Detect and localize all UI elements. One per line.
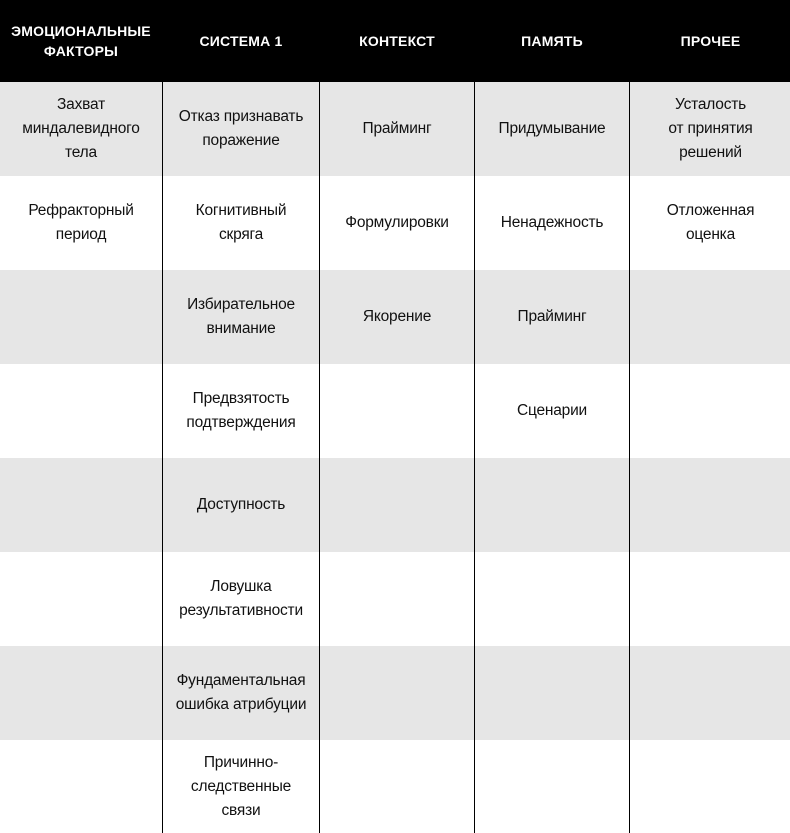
header-emotional-factors: ЭМОЦИОНАЛЬНЫЕ ФАКТОРЫ bbox=[0, 0, 162, 82]
table-cell: Причинно- следственные связи bbox=[163, 740, 319, 833]
table-cell: Избирательное внимание bbox=[163, 270, 319, 364]
table-cell bbox=[320, 646, 474, 740]
table-cell: Доступность bbox=[163, 458, 319, 552]
table-cell bbox=[630, 646, 790, 740]
table-cell: Рефракторный период bbox=[0, 176, 162, 270]
table-cell: Захват миндалевидного тела bbox=[0, 82, 162, 176]
table-cell bbox=[630, 270, 790, 364]
table-cell: Когнитивный скряга bbox=[163, 176, 319, 270]
table-cell: Придумывание bbox=[475, 82, 629, 176]
table-cell bbox=[475, 740, 629, 833]
table-cell bbox=[630, 552, 790, 646]
table-cell bbox=[0, 552, 162, 646]
table-cell bbox=[320, 740, 474, 833]
header-system-1: СИСТЕМА 1 bbox=[163, 0, 319, 82]
table-cell bbox=[0, 364, 162, 458]
table-cell bbox=[630, 458, 790, 552]
table-cell bbox=[630, 740, 790, 833]
table-cell bbox=[320, 364, 474, 458]
table-cell: Якорение bbox=[320, 270, 474, 364]
table-cell bbox=[0, 646, 162, 740]
table-cell: Сценарии bbox=[475, 364, 629, 458]
table-cell: Прайминг bbox=[320, 82, 474, 176]
table-cell: Прайминг bbox=[475, 270, 629, 364]
table-cell bbox=[475, 646, 629, 740]
table-cell: Ненадежность bbox=[475, 176, 629, 270]
table-cell: Формулировки bbox=[320, 176, 474, 270]
table-cell bbox=[0, 270, 162, 364]
table-cell: Предвзятость подтверждения bbox=[163, 364, 319, 458]
table-cell bbox=[475, 458, 629, 552]
table-cell bbox=[320, 552, 474, 646]
table-cell bbox=[475, 552, 629, 646]
table-cell bbox=[0, 740, 162, 833]
header-memory: ПАМЯТЬ bbox=[475, 0, 629, 82]
table-cell: Фундаментальная ошибка атрибуции bbox=[163, 646, 319, 740]
table-cell: Отказ признавать поражение bbox=[163, 82, 319, 176]
table-cell bbox=[630, 364, 790, 458]
header-other: ПРОЧЕЕ bbox=[630, 0, 790, 82]
table-cell: Ловушка результативности bbox=[163, 552, 319, 646]
table-cell bbox=[0, 458, 162, 552]
header-context: КОНТЕКСТ bbox=[320, 0, 474, 82]
table-cell: Отложенная оценка bbox=[630, 176, 790, 270]
table-cell: Усталость от принятия решений bbox=[630, 82, 790, 176]
table-cell bbox=[320, 458, 474, 552]
